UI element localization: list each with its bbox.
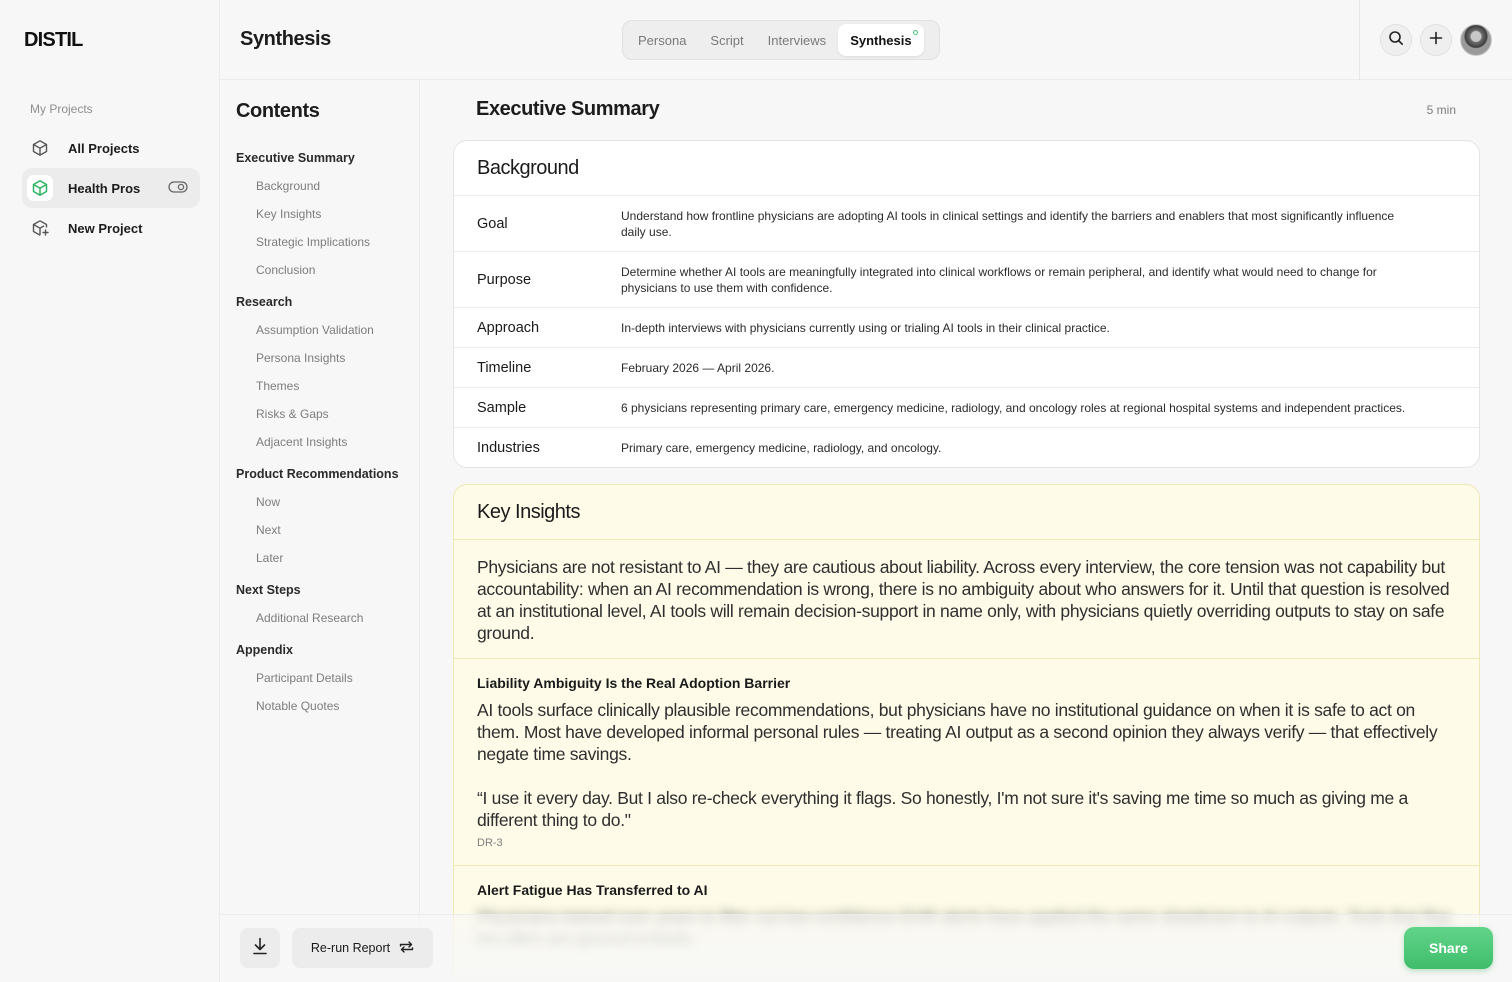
tab-label: Synthesis [850,32,912,48]
sidebar-item-label: All Projects [68,140,140,156]
row-value: 6 physicians representing primary care, emergency medicine, radiology, and oncology roles at regional hospital systems and independent practices. [621,400,1406,415]
background-heading: Background [454,141,1479,196]
cube-plus-icon [30,218,50,238]
app-logo: DISTIL [24,29,83,51]
key-insights-summary: Physicians are not resistant to AI — they are cautious about liability. Across every interview, the core tension was not capability but accountability: when an AI recommendation is wrong, there is no ambiguity about who answers for it. Until that question is resolved at an institutional level, AI tools will remain decision-support in name only, with physicians quietly overriding outputs to stay on safe ground. [454,540,1479,659]
background-row-purpose [454,252,1479,308]
background-row-timeline [454,348,1479,388]
tab-persona[interactable]: Persona [638,32,687,48]
toc-section-appendix[interactable]: Appendix [236,643,293,657]
rerun-label: Re-run Report [310,941,391,955]
toc-item-conclusion[interactable]: Conclusion [256,263,316,277]
toggle-icon[interactable] [168,180,188,197]
toc-section-research[interactable]: Research [236,295,293,309]
row-value: Primary care, emergency medicine, radiology, and oncology. [621,441,942,455]
add-button[interactable] [1420,24,1452,56]
tab-script[interactable]: Script [710,32,744,48]
toc-section-executive-summary[interactable]: Executive Summary [236,151,355,165]
background-row-goal [454,196,1479,252]
background-row-approach [454,308,1479,348]
toc-item-background[interactable]: Background [256,179,321,193]
insight-title: Alert Fatigue Has Transferred to AI [477,882,708,898]
toc-item-themes[interactable]: Themes [256,379,300,393]
key-insights-heading: Key Insights [454,485,1479,540]
insight-item [454,659,1479,866]
tab-synthesis[interactable] [838,24,923,56]
read-time: 5 min [1426,103,1456,117]
row-value: In-depth interviews with physicians currently using or trialing AI tools in their clinical practice. [621,320,1110,335]
share-button[interactable]: Share [1404,927,1493,969]
repeat-icon [399,940,414,957]
sidebar-item-new-project[interactable] [22,208,200,248]
row-label: Industries [477,440,540,456]
insight-body: AI tools surface clinically plausible recommendations, but physicians have no institutional guidance on when it is safe to act on them. Most have developed informal personal rules — treating AI output as a second opinion they always verify — that effectively negate time savings. [477,700,1438,764]
top-header [220,0,1512,80]
toc-item-adjacent-insights[interactable]: Adjacent Insights [256,435,348,449]
sidebar-item-label: New Project [68,220,143,236]
search-button[interactable] [1380,24,1412,56]
contents-list [236,144,420,720]
toc-item-risks-gaps[interactable]: Risks & Gaps [256,407,329,421]
plus-icon [1429,31,1443,50]
toc-item-now[interactable]: Now [256,495,281,509]
background-card [453,140,1480,468]
sidebar-item-all-projects[interactable] [22,128,200,168]
background-row-industries [454,428,1479,468]
sidebar-item-health-pros[interactable] [22,168,200,208]
sidebar-heading: My Projects [30,102,93,116]
key-insights-card [453,484,1480,982]
tab-interviews[interactable]: Interviews [767,32,827,48]
row-label: Approach [477,319,540,336]
download-icon [252,937,268,960]
section-title: Executive Summary [476,98,660,120]
search-icon [1388,30,1404,51]
row-label: Goal [477,215,508,232]
quote-source: DR-3 [477,837,503,849]
contents-title: Contents [236,100,320,122]
toc-section-product-recommendations[interactable]: Product Recommendations [236,467,399,481]
page-title: Synthesis [240,28,331,50]
sidebar [0,0,220,982]
tab-bar [622,20,940,60]
report-content [421,80,1512,982]
row-value: February 2026 — April 2026. [621,360,775,375]
toc-section-next-steps[interactable]: Next Steps [236,583,301,597]
sidebar-item-label: Health Pros [68,180,141,196]
toc-item-additional-research[interactable]: Additional Research [256,611,364,625]
row-label: Sample [477,399,527,416]
row-label: Purpose [477,271,532,288]
toc-item-participant-details[interactable]: Participant Details [256,671,353,685]
toc-item-notable-quotes[interactable]: Notable Quotes [256,699,340,713]
toc-item-persona-insights[interactable]: Persona Insights [256,351,346,365]
toc-item-later[interactable]: Later [256,551,284,565]
status-dot [913,30,918,35]
download-button[interactable] [240,928,280,968]
row-value: Determine whether AI tools are meaningfully integrated into clinical workflows or remain peripheral, and identify what would need to change for physicians to use them with confidence. [621,264,1377,295]
insight-title: Liability Ambiguity Is the Real Adoption Barrier [477,675,791,691]
toc-item-strategic-implications[interactable]: Strategic Implications [256,235,371,249]
cube-icon [30,138,50,158]
contents-panel [220,80,420,982]
cube-icon [27,175,53,201]
toc-item-key-insights[interactable]: Key Insights [256,207,322,221]
avatar[interactable] [1460,24,1492,56]
insight-quote: “I use it every day. But I also re-check everything it flags. So honestly, I'm not sure it's saving me time so much as giving me a different thing to do." [477,788,1408,830]
toc-item-next[interactable]: Next [256,523,281,537]
row-value: Understand how frontline physicians are adopting AI tools in clinical settings and identify the barriers and enablers that most significantly influence daily use. [621,208,1395,239]
toc-item-assumption-validation[interactable]: Assumption Validation [256,323,374,337]
row-label: Timeline [477,359,532,376]
background-row-sample [454,388,1479,428]
header-divider [1359,0,1360,80]
rerun-report-button[interactable] [292,928,433,968]
